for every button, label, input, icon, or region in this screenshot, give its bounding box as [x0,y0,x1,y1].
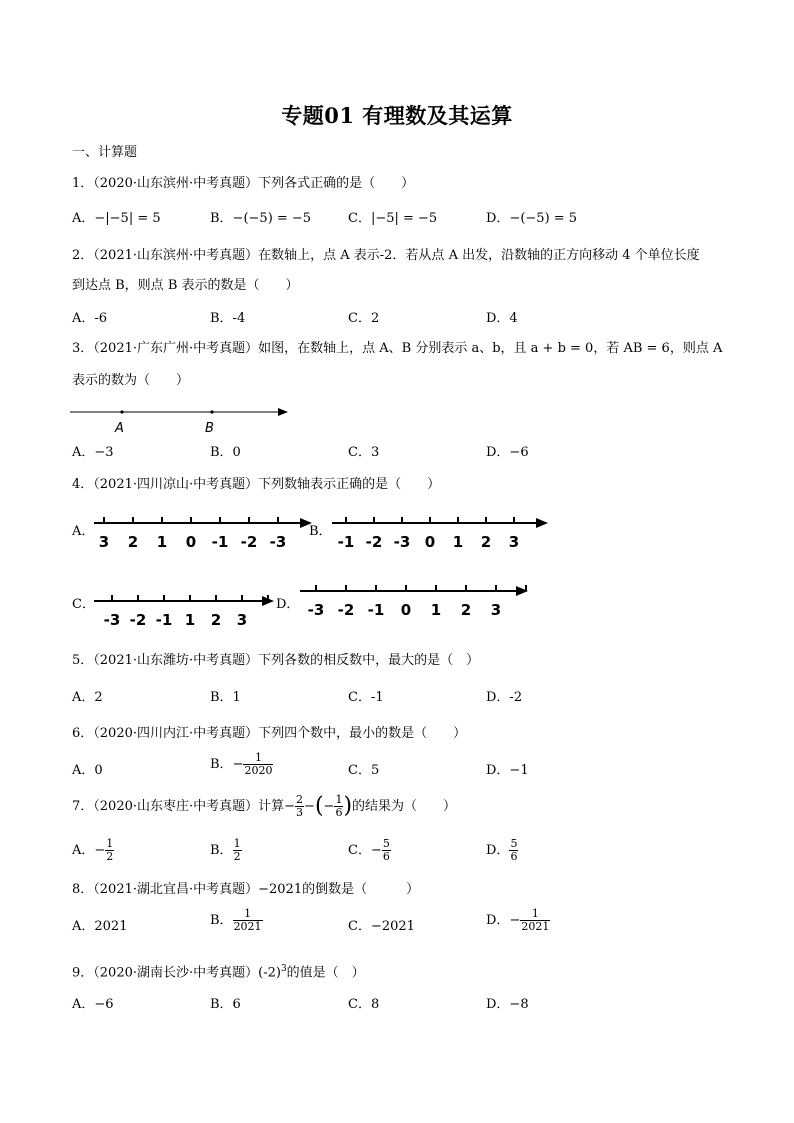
q8-option-c: C．−2021 [348,919,415,934]
axis-tick-label: -3 [307,601,325,619]
q9-option-a: A．−6 [72,997,114,1012]
axis-tick-label: -3 [269,533,287,551]
q2-option-d: D．4 [486,311,518,326]
q4-axis-c [92,588,276,632]
q3-point-b [210,410,213,413]
question-7-stem: 7．（2020·山东枣庄·中考真题）计算− $\frac{2}{3}$ −(− $\frac{1}{6}$ )的结果为（ ） [72,793,457,819]
question-2-line1: 2．（2021·山东滨州·中考真题）在数轴上，点 A 表示-2．若从点 A 出发，沿数轴的正方向移动 4 个单位长度 [72,248,700,263]
axis-tick-label: -1 [211,533,229,551]
q7-option-b: B． $\frac{1}{2}$ [210,837,241,863]
q4-axis-d [298,578,530,630]
q2-option-c: C．2 [348,311,380,326]
q8-option-b: B． $\frac{1}{2021}$ [210,907,262,933]
q2-option-a: A．-6 [72,311,108,326]
q9-option-c: C．8 [348,997,380,1012]
q6-option-d: D．−1 [486,763,529,778]
q2-option-b: B．-4 [210,311,246,326]
q6-option-a: A．0 [72,763,103,778]
q7-option-d: D． $\frac{5}{6}$ [486,837,518,863]
axis-tick-label: 2 [480,533,492,551]
axis-tick-label: 2 [210,611,222,629]
axis-tick-label: 0 [400,601,412,619]
q5-option-a: A．2 [72,690,103,705]
axis-tick-label: 0 [424,533,436,551]
q9-option-d: D．−8 [486,997,529,1012]
axis-tick-label: 2 [460,601,472,619]
section-heading: 一、计算题 [72,145,138,160]
axis-tick-label: 3 [508,533,520,551]
q3-option-a: A．−3 [72,445,114,460]
q4-option-d-label: D． [276,597,300,612]
q9-option-b: B．6 [210,997,241,1012]
q4-option-c-label: C． [72,597,95,612]
axis-tick-label: 0 [185,533,197,551]
q4-axis-b [330,510,550,558]
q3-option-b: B．0 [210,445,241,460]
q3-option-d: D．−6 [486,445,529,460]
axis-tick-label: 3 [236,611,248,629]
q8-option-a: A．2021 [72,919,128,934]
question-8-stem: 8．（2021·湖北宜昌·中考真题）−2021的倒数是（ ） [72,882,420,897]
axis-tick-label: -1 [155,611,173,629]
question-3-line1: 3．（2021·广东广州·中考真题）如图，在数轴上，点 A、B 分别表示 a、b，且 a + b = 0，若 AB = 6，则点 A [72,341,723,356]
q4-option-b-label: B． [309,524,332,539]
q3-label-b: B [205,421,214,436]
axis-tick-label: -2 [129,611,147,629]
axis-tick-label: 1 [430,601,442,619]
axis-tick-label: -2 [337,601,355,619]
q7-option-c: C．− $\frac{5}{6}$ [348,837,390,863]
question-9-stem: 9．（2020·湖南长沙·中考真题）$(-2)^3$的值是（ ） [72,964,365,981]
q6-option-c: C．5 [348,763,380,778]
q3-number-line [66,402,296,438]
q7-option-a: A．− $\frac{1}{2}$ [72,837,114,863]
question-2-line2: 到达点 B，则点 B 表示的数是（ ） [72,278,299,293]
q4-axis-a [92,510,314,558]
question-3-line2: 表示的数为（ ） [72,373,190,388]
axis-tick-label: 3 [490,601,502,619]
q4-option-a-label: A． [72,524,95,539]
axis-tick-label: -3 [393,533,411,551]
q1-option-d: D．−(−5) = 5 [486,211,578,226]
axis-tick-label: 1 [156,533,168,551]
axis-tick-label: 2 [127,533,139,551]
question-5-stem: 5．（2021·山东潍坊·中考真题）下列各数的相反数中，最大的是（ ） [72,653,480,668]
q5-option-d: D．-2 [486,690,523,705]
question-6-stem: 6．（2020·四川内江·中考真题）下列四个数中，最小的数是（ ） [72,726,467,741]
question-1-stem: 1．（2020·山东滨州·中考真题）下列各式正确的是（ ） [72,176,415,191]
q3-option-c: C．3 [348,445,380,460]
q1-option-c: C．|−5| = −5 [348,211,438,226]
q3-point-a [120,410,123,413]
q6-option-b: B．− $\frac{1}{2020}$ [210,751,273,777]
axis-tick-label: -1 [337,533,355,551]
axis-tick-label: 1 [184,611,196,629]
q5-option-b: B．1 [210,690,241,705]
q8-option-d: D．− $\frac{1}{2021}$ [486,907,550,933]
axis-tick-label: 1 [452,533,464,551]
axis-tick-label: 3 [98,533,110,551]
axis-tick-label: -1 [367,601,385,619]
q3-label-a: A [115,421,124,436]
question-4-stem: 4．（2021·四川凉山·中考真题）下列数轴表示正确的是（ ） [72,477,441,492]
q5-option-c: C．-1 [348,690,384,705]
page-title: 专题01 有理数及其运算 [281,103,513,128]
q1-option-a: A．−|−5| = 5 [72,211,161,226]
axis-tick-label: -3 [103,611,121,629]
axis-tick-label: -2 [240,533,258,551]
q1-option-b: B．−(−5) = −5 [210,211,312,226]
axis-arrow [536,518,548,528]
axis-tick-label: -2 [365,533,383,551]
